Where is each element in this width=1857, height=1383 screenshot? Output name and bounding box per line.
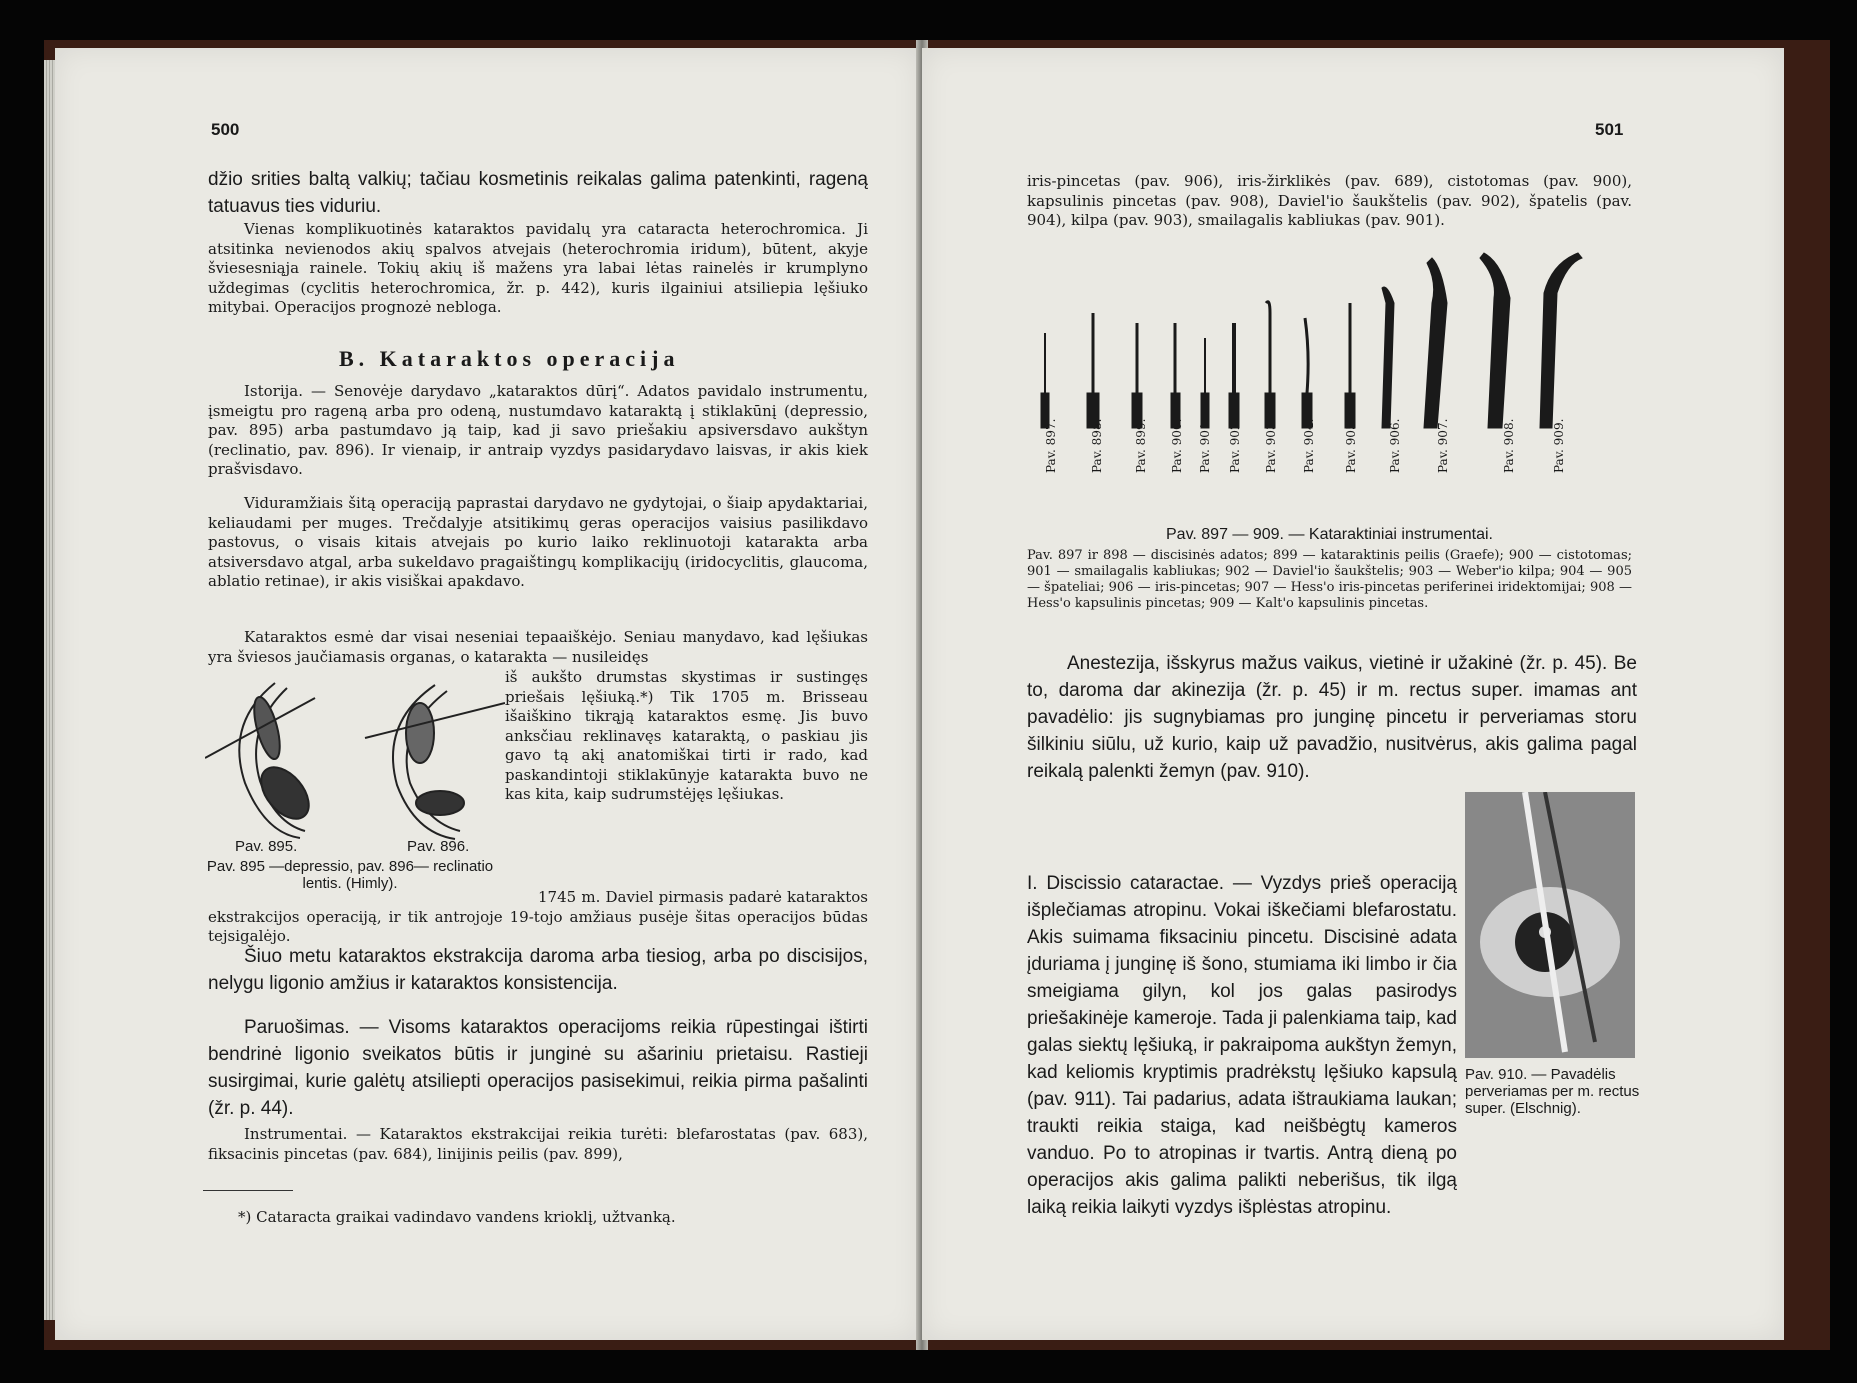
paragraph: Kataraktos esmė dar visai neseniai tepaaiškėjo. Seniau manydavo, kad lęšiukas yra šviesos jaučiamasis organas, o katarakta — nusileidęs bbox=[208, 628, 868, 666]
figure-title: Pav. 897 — 909. — Kataraktiniai instrumentai. bbox=[1166, 526, 1493, 543]
paragraph: Paruošimas. — Visoms kataraktos operacijoms reikia rūpestingai ištirti bendrinė ligonio sveikatos būtis ir junginė su ašariniu prietaisu. Rastieji susirgimai, kurie galėtų atsiliepti operacijos pasisekimui, reikia pirma pašalinti (žr. p. 44). bbox=[208, 1017, 868, 1119]
instrument-907 bbox=[1424, 258, 1447, 428]
page-number: 501 bbox=[1595, 120, 1624, 139]
instrument-label: Pav. 898. bbox=[1090, 418, 1104, 473]
footnote: *) Cataracta graikai vadindavo vandens krioklį, užtvanką. bbox=[238, 1208, 676, 1226]
figure-label: Pav. 896. bbox=[407, 838, 470, 855]
instrument-label: Pav. 908. bbox=[1502, 418, 1516, 473]
paragraph: 1745 m. Daviel pirmasis padarė kataraktos ekstrakcijos operaciją, ir tik antrojoje 19-tojo amžiaus pusėje šitas operacijos būdas tejsigalėjo. bbox=[208, 888, 868, 945]
instrument-label: Pav. 899. bbox=[1134, 418, 1148, 473]
paragraph: Viduramžiais šitą operaciją paprastai darydavo ne gydytojai, o šiaip apydaktariai, keliaudami per muges. Trečdalyje atsitikimų geras operacijos vaisius pasilikdavo pastovus, o visais kitais atvejais po kurio laiko reklinuotoji katarakta arba atsiversdavo atgal, arba sukeldavo pragaištingų komplikacijų (iridocyclitis, glaucoma, ablatio retinae), ir akis visiškai apakdavo. bbox=[208, 494, 868, 590]
footnote-rule bbox=[203, 1190, 293, 1191]
paragraph: I. Discissio cataractae. — Vyzdys prieš operaciją išplečiamas atropinu. Vokai iškečiami blefarostatu. Akis suimama fiksaciniu pincetu. Discisinė adata įduriama į junginę iš šono, stumiama iki limbo ir čia smeigiama gilyn, kol jos galas pasirodys priešakinėje kameroje. Tada ji palenkiama taip, kad galas siektų lęšiuką, ir pakraipoma aukštyn žemyn, kad keliomis kryptimis pradrėkstų lęšiuko kapsulą (pav. 911). Tai padarius, adata ištraukiama laukan; traukti reikia staiga, kad neišbėgtų kameros vanduo. Po to atropinas ir tvartis. Antrą dieną po operacijos akis galima palikti neberišus, tik ilgą laiką reikia laikyti vyzdys išplėstas atropinu. bbox=[1027, 873, 1457, 1218]
figure-caption: Pav. 910. — Pavadėlis perveriamas per m. rectus super. (Elschnig). bbox=[1465, 1066, 1640, 1117]
figure-label: Pav. 895. bbox=[235, 838, 298, 855]
instrument-label: Pav. 905. bbox=[1344, 418, 1358, 473]
left-page bbox=[55, 48, 920, 1340]
eye-diagram-figure bbox=[205, 663, 505, 843]
figure-caption: Pav. 897 ir 898 — discisinės adatos; 899 — kataraktinis peilis (Graefe); 900 — cistotomas; 901 — smailagalis kabliukas; 902 — Daviel'io šaukštelis; 903 — Weber'io kilpa; 904 — 905 — špateliai; 906 — iris-pincetas; 907 — Hess'o iris-pincetas periferinei iridektomijai; 908 — Hess'o kapsulinis pincetas; 909 — Kalt'o kapsulinis pincetas. bbox=[1027, 548, 1632, 611]
right-page bbox=[922, 48, 1784, 1340]
instrument-label: Pav. 902. bbox=[1228, 418, 1242, 473]
instrument-label: Pav. 900. bbox=[1170, 418, 1184, 473]
paragraph: Vienas komplikuotinės kataraktos pavidalų yra cataracta heterochromica. Ji atsitinka nevienodos akių spalvos atvejais (heterochromia iridum), būtent, akyje šviesesniąja rainele. Tokių akių iš mažens yra labai lėtas rainelės ir krumplyno uždegimas (cyclitis heterochromica, žr. p. 442), kuris ilgainiui atsiliepia lęšiuko mitybai. Operacijos prognozė nebloga. bbox=[208, 220, 868, 316]
paragraph: Instrumentai. — Kataraktos ekstrakcijai reikia turėti: blefarostatas (pav. 683), fiksacinis pincetas (pav. 684), linijinis peilis (pav. 899), bbox=[208, 1125, 868, 1163]
paragraph: Anestezija, išskyrus mažus vaikus, vietinė ir užakinė (žr. p. 45). Be to, daroma dar akinezija (žr. p. 45) ir m. rectus super. imamas ant pavadėlio: jis sugnybiamas pro junginę pincetu ir perveriamas storu šilkiniu siūlu, už kurio, kaip už pavadžio, nusitvėrus, akis galima pagal reikalą palenkti žemyn (pav. 910). bbox=[1027, 653, 1637, 782]
paragraph: Istorija. — Senovėje darydavo „kataraktos dūrį“. Adatos pavidalo instrumentu, įsmeigtu pro rageną arba pro odeną, nustumdavo kataraktą į stiklakūnį (depressio, pav. 895) arba pastumdavo ją taip, kad ji savo priešakiu apsiversdavo aukštyn (reclinatio, pav. 896). Ir vienaip, ir antraip vyzdys pasidarydavo laisvas, ir akis kiek prašvisdavo. bbox=[208, 382, 868, 478]
instrument-label: Pav. 909. bbox=[1552, 418, 1566, 473]
page-number: 500 bbox=[211, 120, 240, 139]
section-heading: B. Kataraktos operacija bbox=[339, 346, 680, 371]
eye-896 bbox=[365, 685, 505, 839]
eye-895 bbox=[205, 683, 318, 838]
figure-caption: Pav. 895 —depressio, pav. 896— reclinatio lentis. (Himly). bbox=[206, 858, 494, 892]
instrument-906 bbox=[1382, 287, 1394, 428]
instrument-label: Pav. 903. bbox=[1264, 418, 1278, 473]
instrument-label: Pav. 906. bbox=[1388, 418, 1402, 473]
instrument-label: Pav. 897. bbox=[1044, 418, 1058, 473]
instrument-909 bbox=[1540, 253, 1582, 428]
paragraph: iš aukšto drumstas skystimas ir sustingęs priešais lęšiuką.*) Tik 1705 m. Brisseau išaiškino tikrąją kataraktos esmę. Jis buvo anksčiau reklinavęs kataraktą, o paskiau jis gavo tą akį anatomiškai tirti ir rado, kad paskandintoji stiklakūnyje katarakta buvo ne kas kita, kaip sudrumstėjęs lęšiukas. bbox=[505, 668, 868, 803]
paragraph: iris-pincetas (pav. 906), iris-žirklikės (pav. 689), cistotomas (pav. 900), kapsulinis pincetas (pav. 908), Daviel'io šaukštelis (pav. 902), špatelis (pav. 904), kilpa (pav. 903), smailagalis kabliukas (pav. 901). bbox=[1027, 172, 1632, 229]
instrument-label: Pav. 901. bbox=[1198, 418, 1212, 473]
instruments-figure bbox=[1022, 243, 1637, 483]
instrument-label: Pav. 904. bbox=[1302, 418, 1316, 473]
paragraph: džio srities baltą valkių; tačiau kosmetinis reikalas galima patenkinti, rageną tatuavus ties viduriu. bbox=[208, 169, 868, 217]
instrument-908 bbox=[1480, 253, 1510, 428]
figure-910-photo bbox=[1465, 792, 1635, 1058]
paragraph: Šiuo metu kataraktos ekstrakcija daroma arba tiesiog, arba po discisijos, nelygu ligonio amžius ir kataraktos konsistencija. bbox=[208, 946, 868, 994]
instrument-label: Pav. 907. bbox=[1436, 418, 1450, 473]
